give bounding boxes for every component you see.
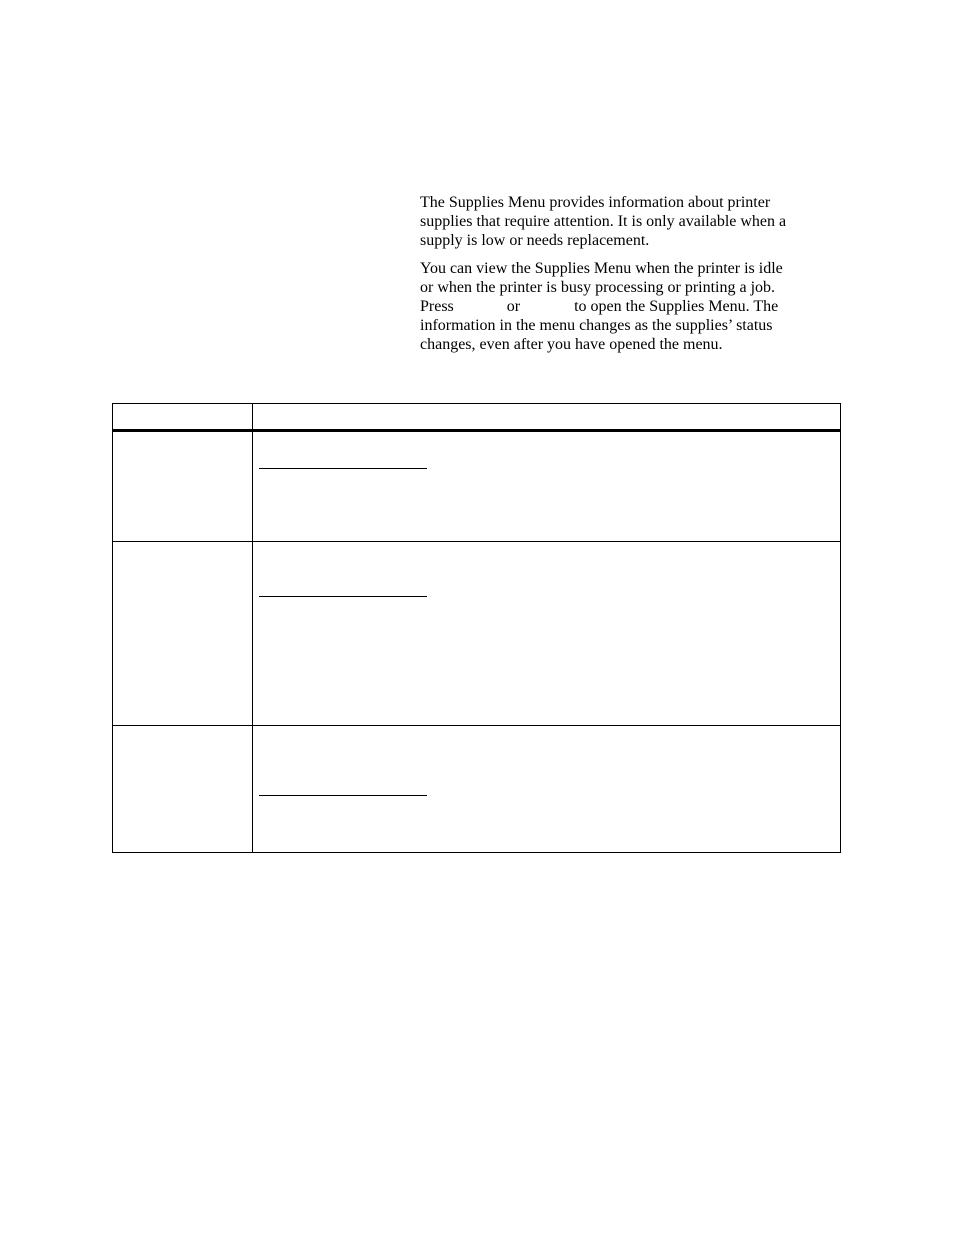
text-line: The Supplies Menu provides information about printer <box>420 194 771 211</box>
supplies-menu-intro <box>420 193 845 363</box>
subheading-rule <box>259 795 427 796</box>
column-divider <box>252 404 253 852</box>
intro-paragraph-2 <box>420 259 845 354</box>
intro-paragraph-1 <box>420 193 845 250</box>
text-line: supply is low or needs replacement. <box>420 232 650 249</box>
text-line: You can view the Supplies Menu when the printer is idle <box>420 260 783 277</box>
text-line: changes, even after you have opened the menu. <box>420 336 723 353</box>
subheading-rule <box>259 468 427 469</box>
text-line: information in the menu changes as the supplies’ status <box>420 317 773 334</box>
press-text: Press <box>420 298 454 315</box>
table-row <box>113 542 840 726</box>
table-row <box>113 726 840 852</box>
text-line <box>420 297 845 316</box>
text-line: or when the printer is busy processing or printing a job. <box>420 279 776 296</box>
or-text: or <box>506 298 521 315</box>
open-menu-text: to open the Supplies Menu. The <box>574 298 779 315</box>
text-line: supplies that require attention. It is only available when a <box>420 213 787 230</box>
table-header-row <box>113 404 840 432</box>
supplies-menu-table <box>112 403 841 853</box>
subheading-rule <box>259 596 427 597</box>
table-row <box>113 432 840 542</box>
